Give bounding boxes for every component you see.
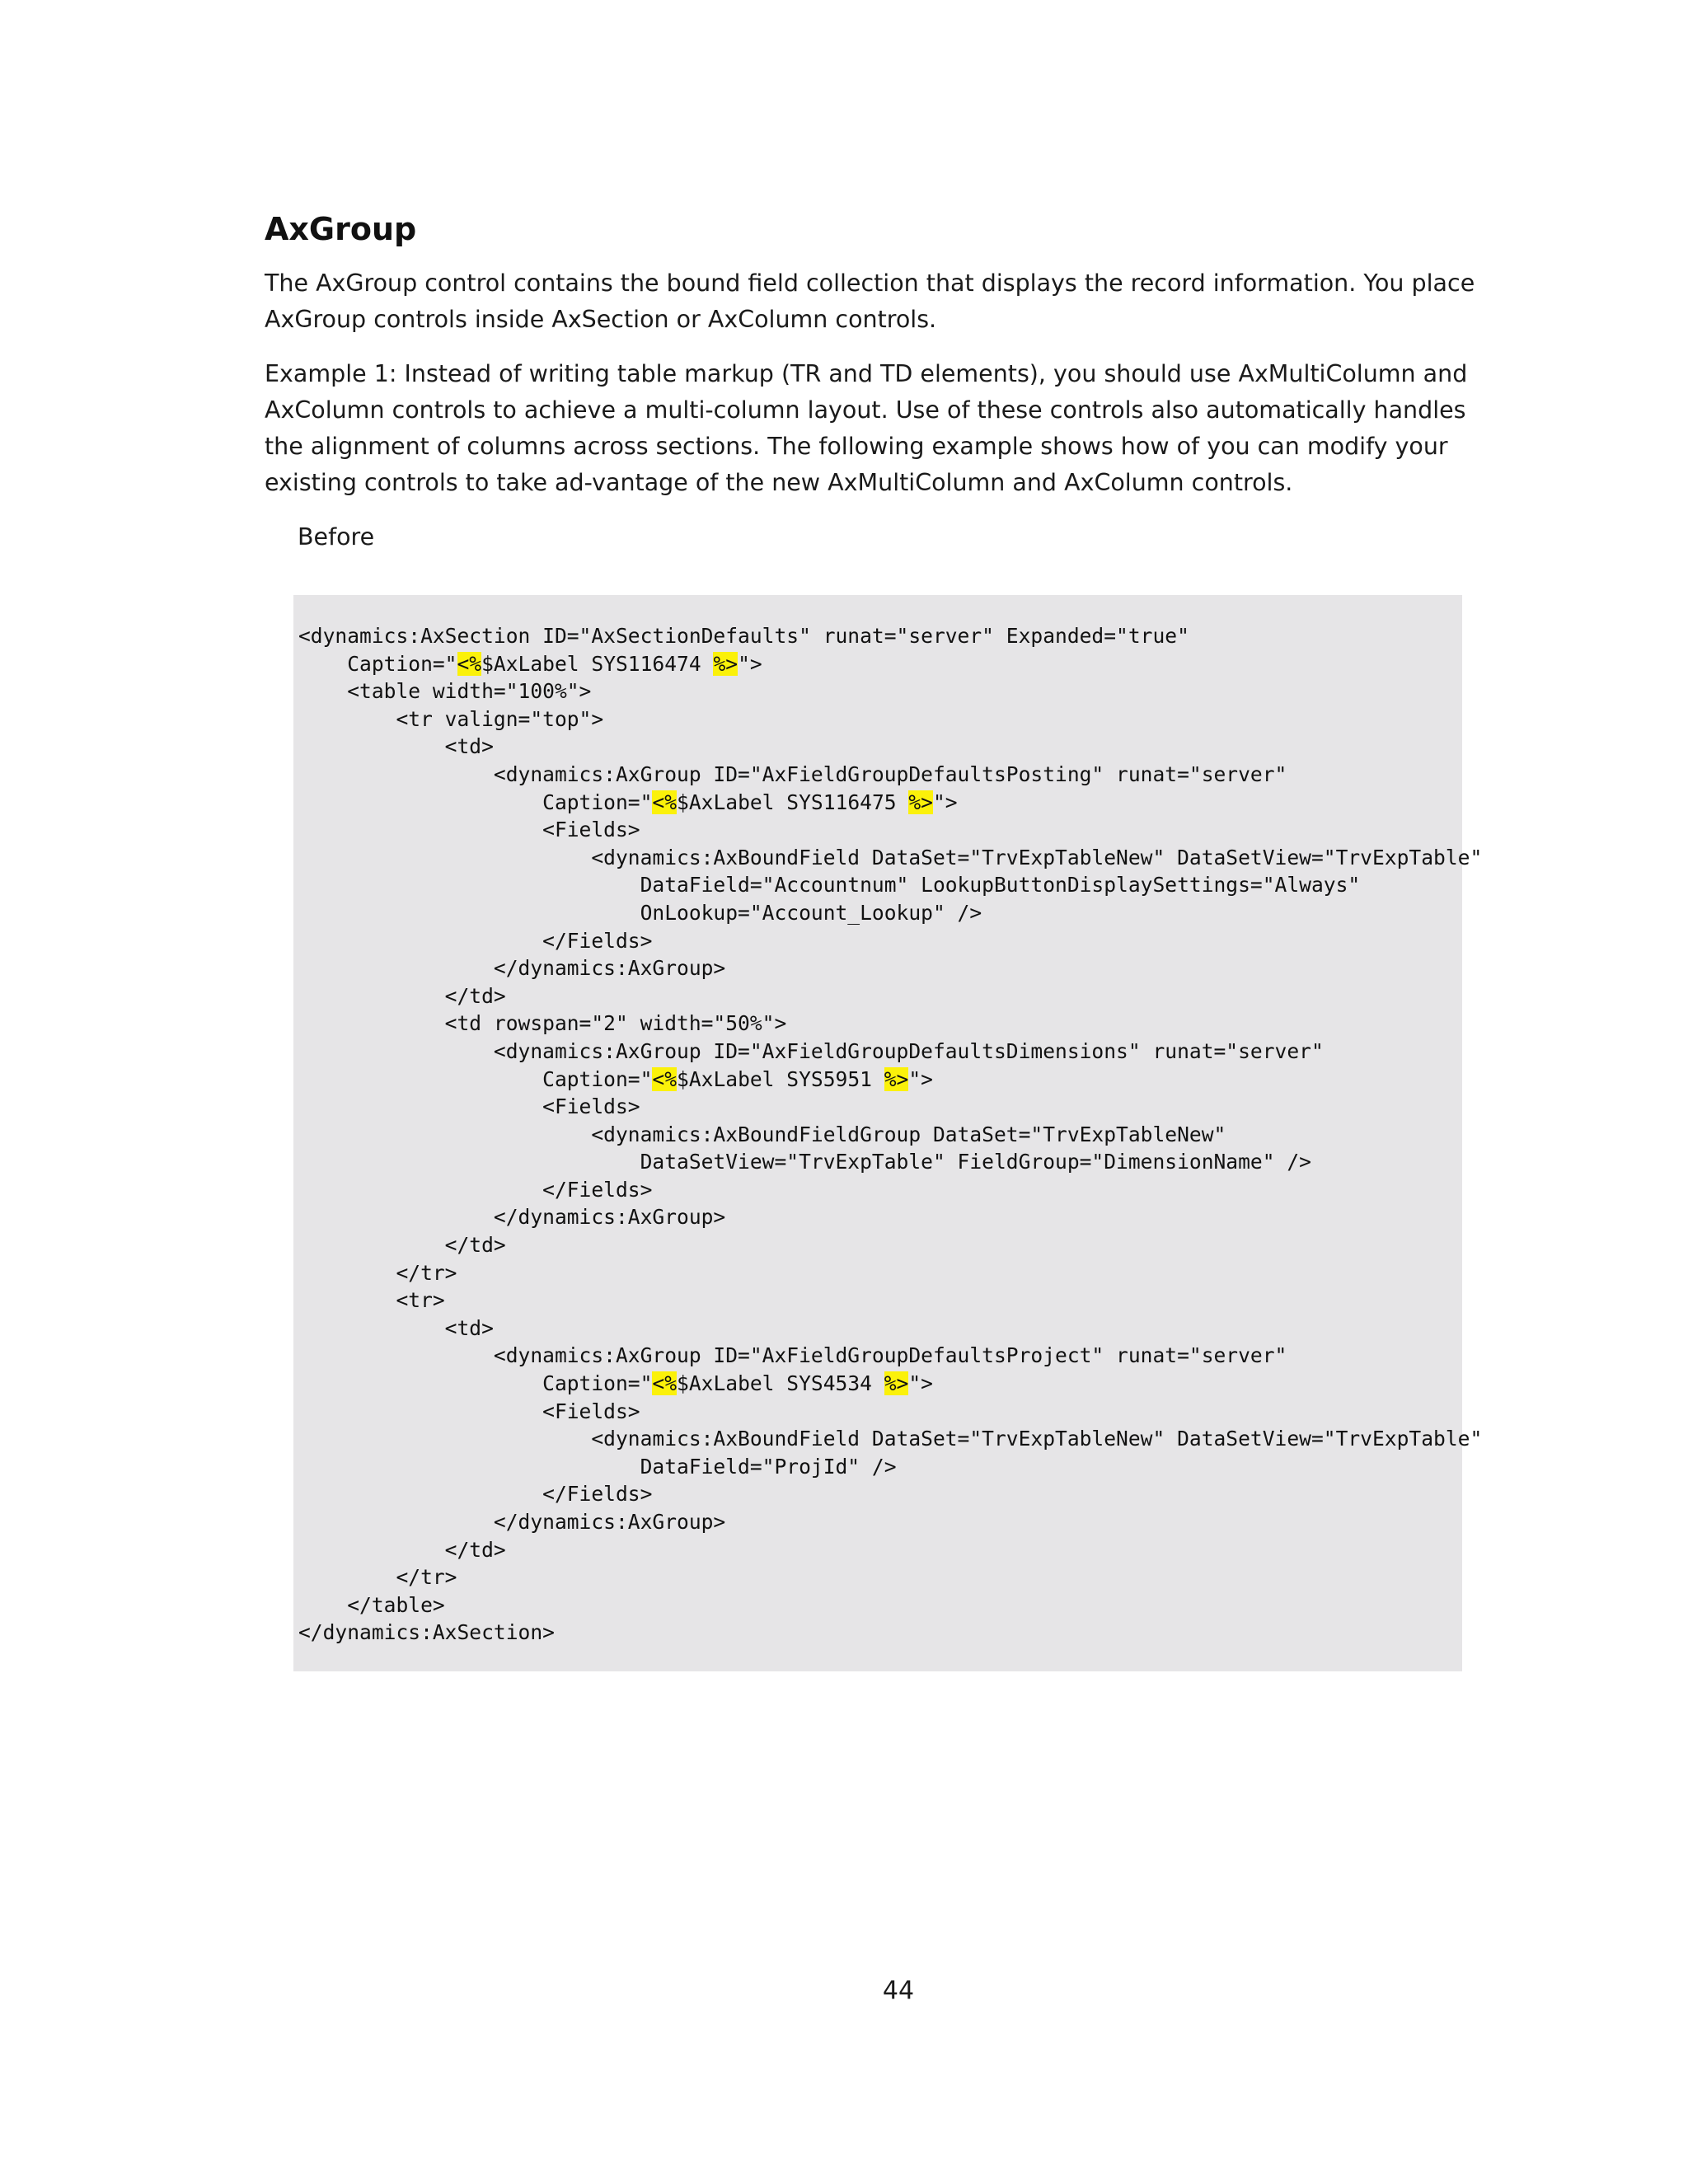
code-line — [298, 1121, 1462, 1149]
code-text: <dynamics:AxSection ID="AxSectionDefaults" runat="server" Expanded="true" — [298, 624, 1189, 648]
code-text: <dynamics:AxBoundField DataSet="TrvExpTableNew" DataSetView="TrvExpTable" — [298, 845, 1483, 869]
highlighted-asp-tag: %> — [884, 1371, 909, 1396]
highlighted-asp-tag: <% — [652, 1371, 678, 1396]
code-text: </Fields> — [298, 928, 653, 953]
code-line — [298, 1176, 1462, 1204]
page-title: AxGroup — [265, 211, 417, 247]
code-text: $AxLabel SYS116475 — [677, 790, 909, 814]
code-text: $AxLabel SYS116474 — [481, 651, 714, 676]
code-text: </dynamics:AxGroup> — [298, 956, 726, 981]
code-text: $AxLabel SYS5951 — [677, 1066, 884, 1091]
code-text: </dynamics:AxGroup> — [298, 1205, 726, 1230]
code-line — [298, 1066, 1462, 1094]
code-text: </tr> — [298, 1260, 457, 1285]
code-line — [298, 1093, 1462, 1121]
code-text: </dynamics:AxGroup> — [298, 1510, 726, 1534]
code-line — [298, 954, 1462, 982]
code-line — [298, 1619, 1462, 1647]
code-text: <dynamics:AxGroup ID="AxFieldGroupDefaultsDimensions" runat="server" — [298, 1038, 1324, 1063]
code-line — [298, 1591, 1462, 1619]
code-line — [298, 650, 1462, 678]
code-line — [298, 1315, 1462, 1343]
code-text: <td> — [298, 734, 494, 759]
code-line — [298, 789, 1462, 817]
code-text: </table> — [298, 1592, 445, 1617]
code-text: <dynamics:AxBoundField DataSet="TrvExpTableNew" DataSetView="TrvExpTable" — [298, 1427, 1483, 1451]
highlighted-asp-tag: %> — [908, 790, 933, 814]
highlighted-asp-tag: <% — [457, 651, 482, 676]
code-line — [298, 844, 1483, 872]
code-text: </tr> — [298, 1565, 457, 1590]
code-text: </td> — [298, 983, 506, 1008]
code-text: <td> — [298, 1315, 494, 1340]
intro-paragraph: The AxGroup control contains the bound field collection that displays the record information. You place AxGroup controls inside AxSection or AxColumn controls. — [265, 269, 1475, 333]
code-line — [298, 677, 1462, 705]
code-line — [298, 1398, 1462, 1426]
code-line — [298, 899, 1462, 927]
code-text: </td> — [298, 1233, 506, 1258]
code-line — [298, 927, 1462, 955]
code-text: <dynamics:AxGroup ID="AxFieldGroupDefaultsProject" runat="server" — [298, 1343, 1287, 1368]
code-line — [298, 1563, 1462, 1591]
code-text: <Fields> — [298, 1399, 640, 1423]
code-line — [298, 1203, 1462, 1231]
highlighted-asp-tag: %> — [713, 651, 738, 676]
page-number: 44 — [882, 1976, 915, 2005]
code-line — [298, 761, 1462, 789]
code-text: Caption=" — [298, 790, 653, 814]
example-paragraph: Example 1: Instead of writing table markup (TR and TD elements), you should use AxMultiColumn and AxColumn controls to achieve a multi-column layout. Use of these controls also automatically handles the alignment of columns across sections. The following example shows how of you can modify your existing controls to take ad-vantage of the new AxMultiColumn and AxColumn controls. — [265, 360, 1468, 496]
code-text: DataField="ProjId" /> — [298, 1454, 897, 1479]
code-block — [293, 595, 1483, 1671]
code-text: </Fields> — [298, 1177, 653, 1202]
code-text: <tr valign="top"> — [298, 706, 604, 731]
code-text: "> — [908, 1371, 933, 1396]
code-text: </Fields> — [298, 1482, 653, 1507]
code-text: $AxLabel SYS4534 — [677, 1371, 884, 1396]
code-line — [298, 622, 1462, 650]
code-line — [298, 1370, 1462, 1398]
code-text: Caption=" — [298, 651, 457, 676]
highlighted-asp-tag: %> — [884, 1066, 909, 1091]
code-text: "> — [908, 1066, 933, 1091]
code-line — [298, 1038, 1462, 1066]
code-line — [298, 705, 1462, 733]
code-line — [298, 871, 1462, 899]
code-text: <Fields> — [298, 1094, 640, 1119]
code-text: OnLookup="Account_Lookup" /> — [298, 900, 982, 925]
code-line — [298, 1536, 1462, 1564]
code-line — [298, 1453, 1462, 1481]
code-line — [298, 1425, 1483, 1453]
code-line — [298, 982, 1462, 1010]
code-line — [298, 1480, 1462, 1508]
code-line — [298, 1231, 1462, 1259]
code-text: DataSetView="TrvExpTable" FieldGroup="DimensionName" /> — [298, 1150, 1311, 1174]
code-line — [298, 1010, 1462, 1038]
code-line — [298, 1508, 1462, 1536]
code-text: <Fields> — [298, 818, 640, 842]
code-text: Caption=" — [298, 1371, 653, 1396]
code-text: </td> — [298, 1537, 506, 1562]
before-label: Before — [298, 523, 375, 551]
code-text: <dynamics:AxGroup ID="AxFieldGroupDefaultsPosting" runat="server" — [298, 762, 1287, 786]
code-text: "> — [932, 790, 958, 814]
code-line — [298, 1259, 1462, 1287]
code-line — [298, 1342, 1462, 1370]
code-text: "> — [738, 651, 762, 676]
code-text: </dynamics:AxSection> — [298, 1620, 555, 1645]
code-line — [298, 816, 1462, 844]
code-line — [298, 1148, 1462, 1176]
code-line — [298, 1286, 1462, 1315]
highlighted-asp-tag: <% — [652, 790, 678, 814]
code-text: DataField="Accountnum" LookupButtonDisplaySettings="Always" — [298, 873, 1361, 898]
code-text: <dynamics:AxBoundFieldGroup DataSet="TrvExpTableNew" — [298, 1122, 1226, 1146]
highlighted-asp-tag: <% — [652, 1066, 678, 1091]
code-text: <td rowspan="2" width="50%"> — [298, 1011, 787, 1036]
code-text: Caption=" — [298, 1066, 653, 1091]
code-text: <table width="100%"> — [298, 679, 592, 704]
code-text: <tr> — [298, 1288, 445, 1313]
code-line — [298, 733, 1462, 761]
